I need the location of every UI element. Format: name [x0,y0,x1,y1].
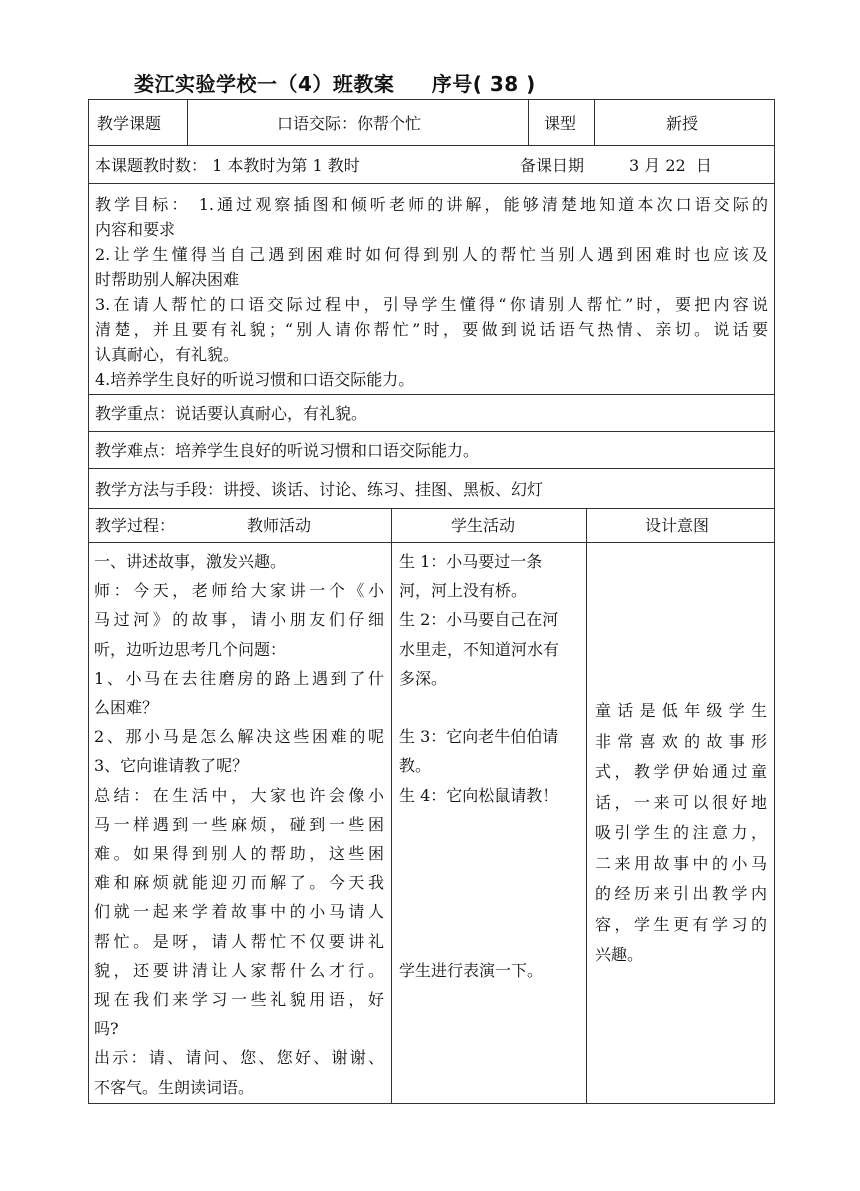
teacher-line: 难。如果得到别人的帮助，这些困 [94,844,384,864]
prep-date-value: 3 月 22 日 [629,156,712,175]
goals-line: 认真耐心，有礼貌。 [95,345,240,364]
teacher-activity-header: 教师活动 [247,516,312,535]
teaching-methods: 教学方法与手段：讲授、谈话、讨论、练习、挂图、黑板、幻灯 [95,480,544,499]
lesson-header-table [88,99,775,146]
teacher-line: 难和麻烦就能迎刃而解了。今天我 [94,873,384,893]
process-header-row [88,508,775,543]
teacher-line: 现在我们来学习一些礼貌用语，好 [94,990,384,1010]
design-line: 二来用故事中的小马 [595,853,767,873]
teacher-line: 们就一起来学着故事中的小马请人 [94,902,384,922]
teacher-line: 师：今天，老师给大家讲一个《小 [94,581,384,601]
teacher-line: 马过河》的故事，请小朋友们仔细 [94,610,384,630]
teacher-line: 么困难？ [94,698,159,718]
design-line: 的经历来引出教学内 [595,884,767,903]
serial-number: 序号( 38 ) [431,72,536,96]
student-line [399,839,581,868]
student-line [399,897,581,926]
goals-line: 4.培养学生良好的听说习惯和口语交际能力。 [95,370,415,389]
teacher-line: 吗? [94,1019,119,1039]
schedule-row [88,145,775,184]
student-line: 生 4：它向松鼠请教！ [399,785,559,805]
teaching-goals-text [95,192,768,392]
page-title [134,68,536,97]
process-body-row [88,542,775,1104]
design-line: 式，教学伊始通过童 [595,762,767,781]
student-line: 生 3：它向老牛伯伯请 [399,727,559,747]
student-line [399,927,581,956]
key-point: 教学重点：说话要认真耐心，有礼貌。 [95,404,368,423]
design-line: 吸引学生的注意力， [595,823,767,842]
goals-line: 2.让学生懂得当自己遇到困难时如何得到别人的帮忙当别人遇到困难时也应该及 [95,245,768,264]
student-line: 生 2：小马要自己在河 [399,610,559,630]
teaching-hours: 本课题教时数： 1 本教时为第 1 教时 [95,156,360,175]
student-line [399,693,581,722]
lesson-type-label: 课型 [544,114,577,133]
teaching-goals [88,183,775,395]
goals-line: 3.在请人帮忙的口语交际过程中，引导学生懂得“你请别人帮忙”时，要把内容说 [95,295,768,314]
teacher-line: 1、小马在去往磨房的路上遇到了什 [94,668,384,688]
design-line: 非常喜欢的故事形 [595,731,767,751]
student-line: 多深。 [399,668,448,688]
student-line: 河，河上没有桥。 [399,581,528,601]
design-intent [595,696,767,971]
teacher-line: 一、讲述故事，激发兴趣。 [94,552,287,571]
goals-line: 清楚，并且要有礼貌；“别人请你帮忙”时，要做到说话语气热情、亲切。说话要 [95,320,768,339]
lesson-type-value: 新授 [666,114,699,133]
design-intent-header: 设计意图 [645,516,710,535]
student-line: 学生进行表演一下。 [399,960,544,980]
teacher-line: 马一样遇到一些麻烦，碰到一些困 [94,814,384,834]
design-line: 话，一来可以很好地 [595,792,767,812]
student-activity [399,547,581,985]
teacher-line: 听，边听边思考几个问题： [94,639,287,659]
student-line [399,868,581,897]
student-line: 教。 [399,756,432,776]
design-line: 兴趣。 [595,945,644,964]
design-line: 童话是低年级学生 [595,701,767,720]
teacher-line: 总结：在生活中，大家也许会像小 [94,785,384,805]
design-line: 容，学生更有学习的 [595,914,767,934]
prep-date-label: 备课日期 [520,156,585,175]
key-point-row [88,394,775,432]
goals-line: 内容和要求 [95,220,176,239]
goals-line: 教学目标： 1.通过观察插图和倾听老师的讲解，能够清楚地知道本次口语交际的 [95,195,768,214]
topic-label: 教学课题 [97,114,162,133]
teacher-activity [94,547,384,1102]
teacher-line: 不客气。生朗读词语。 [94,1077,255,1097]
process-label: 教学过程： [95,516,176,535]
teacher-line: 貌，还要讲清让人家帮什么才行。 [94,960,384,980]
difficulty-row [88,431,775,469]
teacher-line: 2、那小马是怎么解决这些困难的呢 [94,727,384,747]
student-line: 生 1：小马要过一条 [399,552,543,571]
teacher-line: 出示：请、请问、您、您好、谢谢、 [94,1048,384,1068]
teacher-line: 3、它向谁请教了呢？ [94,756,249,776]
methods-row [88,468,775,509]
student-line: 水里走，不知道河水有 [399,639,560,659]
student-activity-header: 学生活动 [451,516,516,535]
difficulty: 教学难点：培养学生良好的听说习惯和口语交际能力。 [95,441,480,460]
student-line [399,810,581,839]
topic-value: 口语交际：你帮个忙 [277,114,422,133]
lesson-plan-title: 娄江实验学校一（4）班教案 [134,72,395,96]
teacher-line: 帮忙。是呀，请人帮忙不仅要讲礼 [94,931,384,951]
goals-line: 时帮助别人解决困难 [95,270,240,289]
